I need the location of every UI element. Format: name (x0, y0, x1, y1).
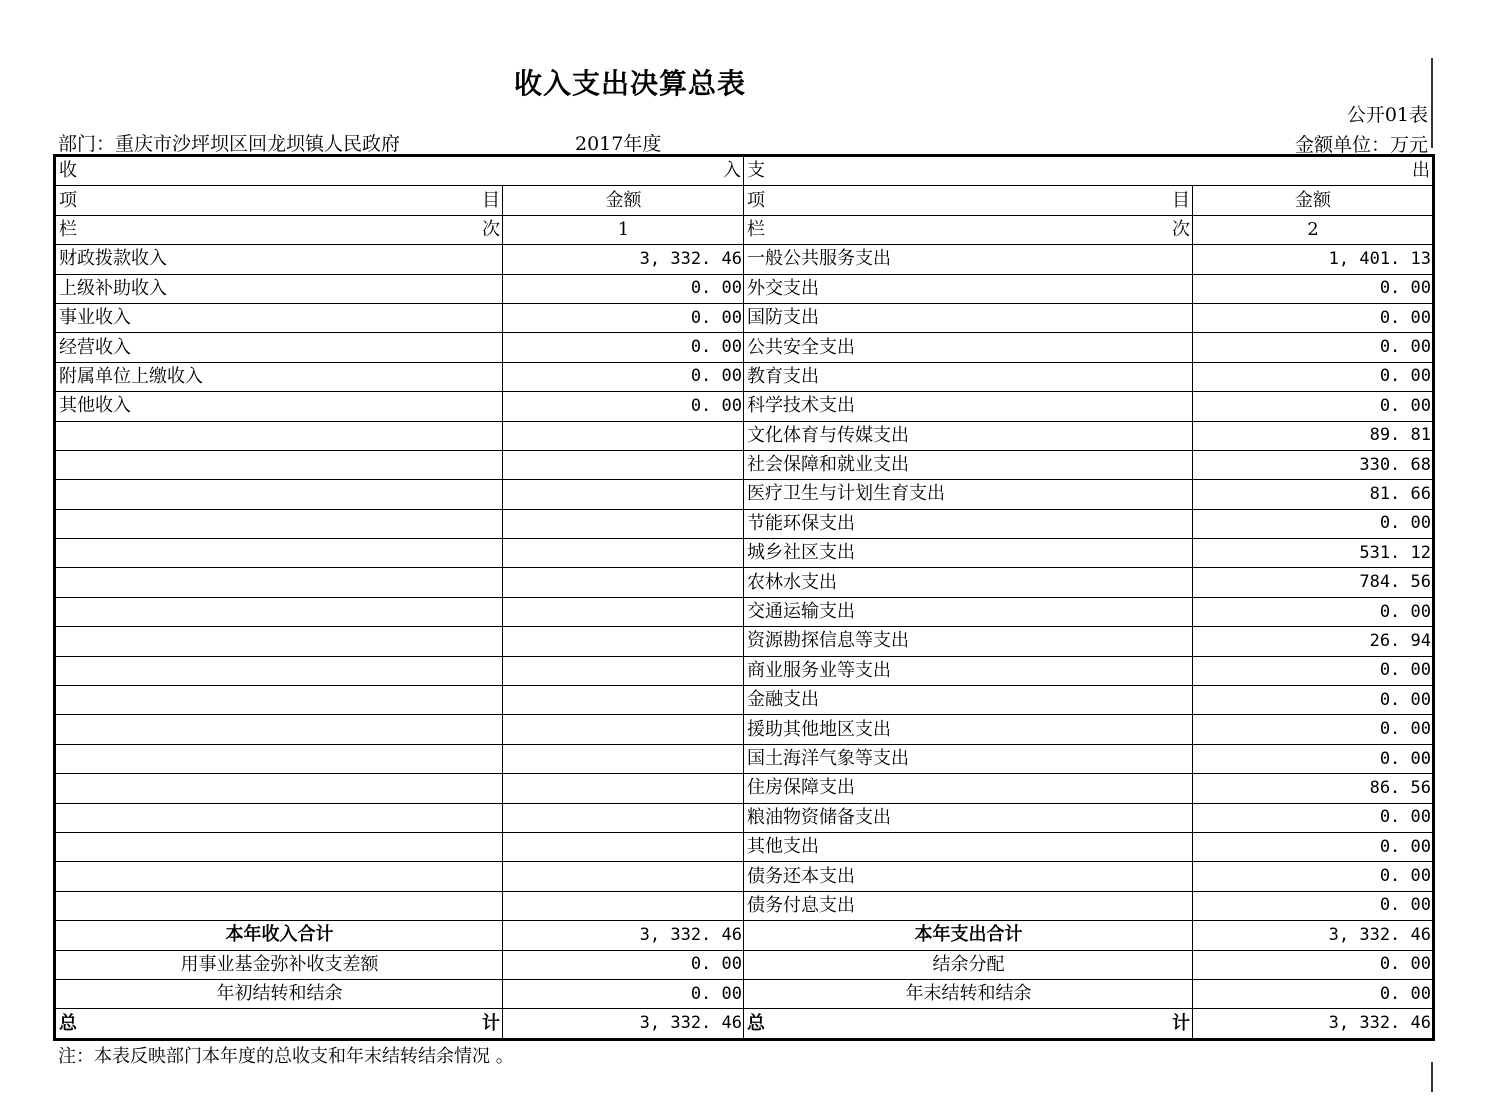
expense-item-value: 81. 66 (1193, 480, 1434, 509)
table-row (55, 686, 1434, 715)
summary-table (53, 154, 1435, 1041)
income-item-name (55, 450, 503, 479)
income-item-name: 财政拨款收入 (55, 245, 503, 274)
expense-total-label: 总 计 (744, 1009, 1193, 1039)
expense-subtotal-value: 3, 332. 46 (1193, 921, 1434, 950)
header-row-2 (55, 186, 1434, 215)
income-item-value (503, 421, 744, 450)
income-item-name (55, 686, 503, 715)
income-item-value (503, 891, 744, 920)
income-adjustment-label: 用事业基金弥补收支差额 (55, 950, 503, 979)
table-row (55, 450, 1434, 479)
expense-item-value: 0. 00 (1193, 392, 1434, 421)
income-item-name (55, 539, 503, 568)
table-row (55, 392, 1434, 421)
expense-adjustment-label: 结余分配 (744, 950, 1193, 979)
expense-item-name: 金融支出 (744, 686, 1193, 715)
income-item-name (55, 744, 503, 773)
expense-item-name: 农林水支出 (744, 568, 1193, 597)
expense-item-name: 教育支出 (744, 362, 1193, 391)
income-item-name (55, 509, 503, 538)
expense-item-value: 784. 56 (1193, 568, 1434, 597)
expense-item-value: 1, 401. 13 (1193, 245, 1434, 274)
income-item-value: 0. 00 (503, 392, 744, 421)
column-number-1: 1 (503, 215, 744, 244)
income-adjustment-value: 0. 00 (503, 950, 744, 979)
header-row-1 (55, 156, 1434, 186)
income-item-name (55, 891, 503, 920)
income-item-name: 附属单位上缴收入 (55, 362, 503, 391)
expense-item-name: 公共安全支出 (744, 333, 1193, 362)
footnote: 注：本表反映部门本年度的总收支和年末结转结余情况 。 (58, 1046, 514, 1067)
expense-item-value: 0. 00 (1193, 333, 1434, 362)
expense-item-name: 社会保障和就业支出 (744, 450, 1193, 479)
income-item-value (503, 597, 744, 626)
expense-item-name: 节能环保支出 (744, 509, 1193, 538)
expense-item-name: 其他支出 (744, 832, 1193, 861)
expense-item-value: 0. 00 (1193, 832, 1434, 861)
income-item-value (503, 568, 744, 597)
expense-item-value: 0. 00 (1193, 274, 1434, 303)
amount-header-2: 金额 (1193, 186, 1434, 215)
income-item-value (503, 450, 744, 479)
income-item-value (503, 627, 744, 656)
table-row (55, 774, 1434, 803)
table-row (55, 656, 1434, 685)
expense-item-value: 0. 00 (1193, 362, 1434, 391)
expense-item-value: 0. 00 (1193, 303, 1434, 332)
expense-item-value: 0. 00 (1193, 715, 1434, 744)
expense-item-name: 科学技术支出 (744, 392, 1193, 421)
expense-item-name: 商业服务业等支出 (744, 656, 1193, 685)
income-item-value (503, 539, 744, 568)
expense-item-value: 0. 00 (1193, 891, 1434, 920)
fiscal-year: 2017年度 (575, 133, 662, 155)
income-item-value (503, 480, 744, 509)
table-row (55, 744, 1434, 773)
income-item-value (503, 715, 744, 744)
opening-balance-value: 0. 00 (503, 979, 744, 1008)
income-item-value (503, 686, 744, 715)
table-row (55, 862, 1434, 891)
income-item-name (55, 774, 503, 803)
expense-item-value: 26. 94 (1193, 627, 1434, 656)
income-item-name (55, 421, 503, 450)
income-header: 收 入 (55, 156, 744, 186)
expense-item-name: 一般公共服务支出 (744, 245, 1193, 274)
income-item-value (503, 509, 744, 538)
income-item-name (55, 862, 503, 891)
income-item-value (503, 862, 744, 891)
expense-subtotal-label: 本年支出合计 (744, 921, 1193, 950)
income-item-name: 事业收入 (55, 303, 503, 332)
expense-item-name: 国防支出 (744, 303, 1193, 332)
expense-item-name: 资源勘探信息等支出 (744, 627, 1193, 656)
table-row (55, 421, 1434, 450)
expense-item-value: 0. 00 (1193, 862, 1434, 891)
item-header: 项 目 (55, 186, 503, 215)
income-item-name (55, 627, 503, 656)
expense-item-value: 330. 68 (1193, 450, 1434, 479)
right-edge-line (1431, 58, 1433, 148)
expense-item-name: 交通运输支出 (744, 597, 1193, 626)
income-item-name: 上级补助收入 (55, 274, 503, 303)
expense-item-name: 住房保障支出 (744, 774, 1193, 803)
closing-balance-value: 0. 00 (1193, 979, 1434, 1008)
column-number-2: 2 (1193, 215, 1434, 244)
income-subtotal-label: 本年收入合计 (55, 921, 503, 950)
expense-item-name: 国土海洋气象等支出 (744, 744, 1193, 773)
income-item-name (55, 715, 503, 744)
table-row (55, 597, 1434, 626)
table-row (55, 480, 1434, 509)
table-row (55, 891, 1434, 920)
expense-item-name: 债务还本支出 (744, 862, 1193, 891)
income-item-name (55, 656, 503, 685)
table-row (55, 333, 1434, 362)
income-item-name: 其他收入 (55, 392, 503, 421)
adjustment-row-2 (55, 979, 1434, 1008)
table-row (55, 509, 1434, 538)
table-row (55, 539, 1434, 568)
income-item-value (503, 832, 744, 861)
income-item-value (503, 803, 744, 832)
expense-item-value: 0. 00 (1193, 803, 1434, 832)
opening-balance-label: 年初结转和结余 (55, 979, 503, 1008)
income-item-value: 0. 00 (503, 303, 744, 332)
item-header-2: 项 目 (744, 186, 1193, 215)
income-item-value (503, 774, 744, 803)
income-item-value (503, 744, 744, 773)
income-subtotal-value: 3, 332. 46 (503, 921, 744, 950)
expense-item-value: 0. 00 (1193, 597, 1434, 626)
subtotal-row (55, 921, 1434, 950)
table-row (55, 832, 1434, 861)
table-row (55, 627, 1434, 656)
table-row (55, 803, 1434, 832)
income-item-value: 0. 00 (503, 274, 744, 303)
income-item-name (55, 480, 503, 509)
income-item-name (55, 832, 503, 861)
table-row (55, 362, 1434, 391)
right-edge-line-lower (1431, 1062, 1433, 1092)
income-item-name (55, 597, 503, 626)
expense-adjustment-value: 0. 00 (1193, 950, 1434, 979)
table-row (55, 274, 1434, 303)
expense-item-value: 0. 00 (1193, 744, 1434, 773)
expense-item-name: 外交支出 (744, 274, 1193, 303)
income-item-value: 3, 332. 46 (503, 245, 744, 274)
table-row (55, 715, 1434, 744)
expense-item-value: 86. 56 (1193, 774, 1434, 803)
expense-item-value: 0. 00 (1193, 686, 1434, 715)
expense-item-name: 文化体育与传媒支出 (744, 421, 1193, 450)
amount-unit: 金额单位：万元 (1294, 134, 1428, 156)
expense-item-name: 粮油物资储备支出 (744, 803, 1193, 832)
expense-item-name: 医疗卫生与计划生育支出 (744, 480, 1193, 509)
total-row (55, 1009, 1434, 1039)
closing-balance-label: 年末结转和结余 (744, 979, 1193, 1008)
income-item-name (55, 568, 503, 597)
column-index-header: 栏 次 (55, 215, 503, 244)
expense-item-value: 531. 12 (1193, 539, 1434, 568)
page-title: 收入支出决算总表 (513, 67, 746, 100)
income-item-name (55, 803, 503, 832)
expense-item-value: 0. 00 (1193, 509, 1434, 538)
income-item-value (503, 656, 744, 685)
table-row (55, 303, 1434, 332)
header-row-3 (55, 215, 1434, 244)
income-item-name: 经营收入 (55, 333, 503, 362)
income-item-value: 0. 00 (503, 362, 744, 391)
income-total-value: 3, 332. 46 (503, 1009, 744, 1039)
form-code: 公开01表 (1346, 104, 1428, 126)
income-item-value: 0. 00 (503, 333, 744, 362)
expense-header: 支 出 (744, 156, 1434, 186)
expense-item-value: 0. 00 (1193, 656, 1434, 685)
expense-item-name: 援助其他地区支出 (744, 715, 1193, 744)
table-row (55, 568, 1434, 597)
adjustment-row-1 (55, 950, 1434, 979)
amount-header: 金额 (503, 186, 744, 215)
expense-total-value: 3, 332. 46 (1193, 1009, 1434, 1039)
expense-item-value: 89. 81 (1193, 421, 1434, 450)
column-index-header-2: 栏 次 (744, 215, 1193, 244)
expense-item-name: 债务付息支出 (744, 891, 1193, 920)
expense-item-name: 城乡社区支出 (744, 539, 1193, 568)
department-label: 部门：重庆市沙坪坝区回龙坝镇人民政府 (58, 133, 401, 155)
income-total-label: 总 计 (55, 1009, 503, 1039)
table-row (55, 245, 1434, 274)
